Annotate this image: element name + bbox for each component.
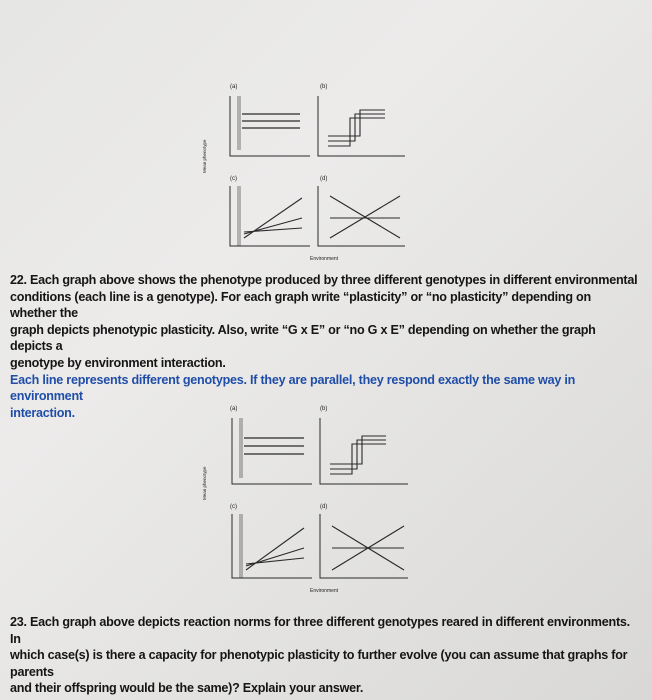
panel-label-a: (a)	[230, 406, 238, 412]
panel-a	[232, 418, 312, 484]
panel-label-d: (d)	[320, 504, 328, 510]
x-axis-label: Environment	[310, 256, 339, 262]
y-axis-label: Mean phenotype	[202, 466, 207, 500]
q22-line-1: 22. Each graph above shows the phenotype produced by three different genotypes in different environmental	[10, 273, 638, 287]
panel-b	[318, 96, 405, 156]
q23-line-1: 23. Each graph above depicts reaction norms for three different genotypes reared in different environments. In	[10, 615, 630, 646]
reaction-norm-figure-1	[200, 78, 430, 268]
x-axis-label: Environment	[310, 588, 339, 594]
question-23	[10, 614, 640, 697]
q22-answer-line-2: interaction.	[10, 405, 75, 420]
panel-d	[318, 186, 405, 246]
y-axis-label: Mean phenotype	[202, 139, 207, 173]
panel-label-d: (d)	[320, 176, 328, 182]
panel-a	[230, 96, 310, 156]
panel-label-a: (a)	[230, 84, 238, 90]
q23-line-3: and their offspring would be the same)? Explain your answer.	[10, 681, 364, 696]
figure-2-graphs	[200, 400, 430, 600]
panel-b	[320, 418, 408, 484]
panel-label-c: (c)	[230, 504, 237, 510]
q23-line-2: which case(s) is there a capacity for phenotypic plasticity to further evolve (you can assume that graphs for parents	[10, 648, 628, 679]
panel-label-b: (b)	[320, 84, 328, 90]
panel-label-b: (b)	[320, 406, 328, 412]
question-22	[10, 272, 640, 421]
reaction-norm-figure-2	[200, 400, 430, 600]
panel-label-c: (c)	[230, 176, 237, 182]
q22-line-3: graph depicts phenotypic plasticity. Also, write “G x E” or “no G x E” depending on whether the graph depicts a	[10, 322, 596, 354]
q22-line-4: genotype by environment interaction.	[10, 355, 226, 370]
panel-c	[232, 514, 312, 578]
figure-1-graphs	[200, 78, 430, 268]
panel-c	[230, 186, 310, 246]
panel-d	[320, 514, 408, 578]
q22-line-2: conditions (each line is a genotype). For each graph write “plasticity” or “no plasticity” depending on whether the	[10, 289, 591, 321]
q22-answer-line-1: Each line represents different genotypes. If they are parallel, they respond exactly the same way in environment	[10, 372, 576, 404]
